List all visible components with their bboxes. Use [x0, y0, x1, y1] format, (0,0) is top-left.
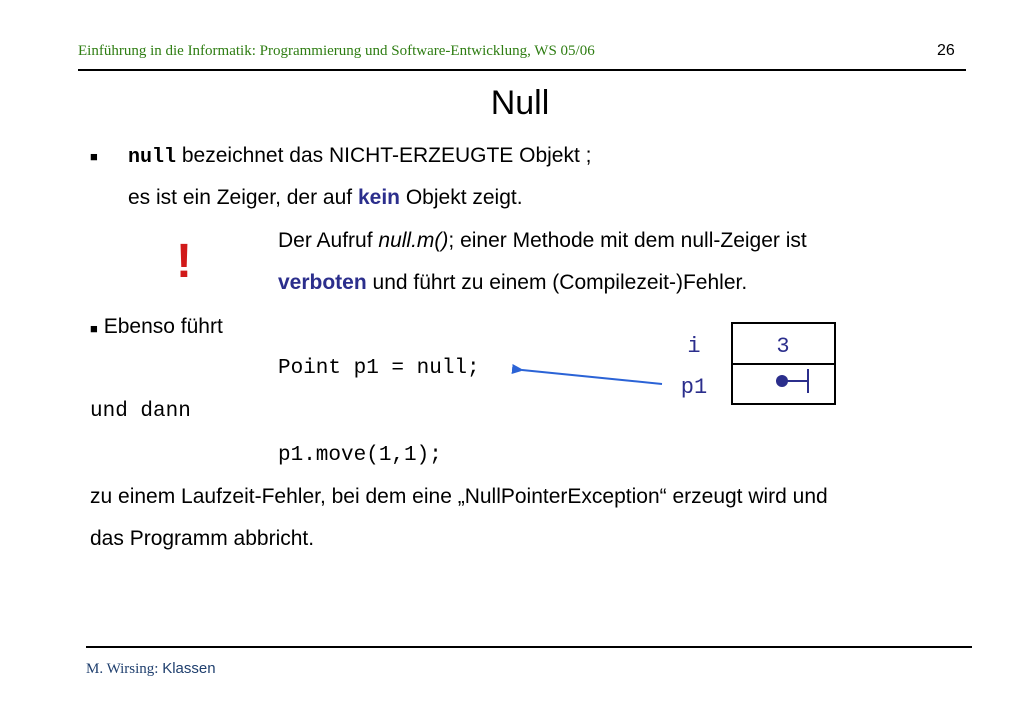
bullet-square-icon: ■ [90, 149, 98, 164]
footer-divider [86, 646, 972, 648]
code-point-declaration: Point p1 = null; [278, 357, 480, 380]
bullet2-text: Ebenso führt [103, 315, 223, 338]
emphasis-verboten: verboten [278, 271, 367, 294]
footer-author: M. Wirsing: [86, 661, 159, 677]
footer [86, 660, 216, 678]
bullet1-line2-post: Objekt zeigt. [400, 186, 523, 209]
diagram-label-i: i [687, 334, 701, 359]
pointer-arrow [522, 370, 662, 384]
bullet1-text: bezeichnet das NICHT-ERZEUGTE Objekt ; [181, 144, 592, 167]
und-dann-text: und dann [90, 400, 191, 423]
paragraph-line1: zu einem Laufzeit-Fehler, bei dem eine „NullPointerException“ erzeugt wird und [90, 485, 828, 508]
diagram-value-3: 3 [776, 334, 790, 359]
warning-call-italic: null.m() [378, 229, 449, 252]
code-move-call: p1.move(1,1); [278, 444, 442, 467]
warning-line1-post: ; einer Methode mit dem null-Zeiger ist [448, 229, 807, 252]
paragraph-line2: das Programm abbricht. [90, 527, 315, 550]
null-keyword: null [128, 146, 177, 169]
emphasis-kein: kein [357, 186, 400, 209]
header-title: Einführung in die Informatik: Programmierung und Software-Entwicklung, WS 05/06 [78, 43, 595, 59]
warning-line1-pre: Der Aufruf [278, 229, 379, 252]
slide-title: Null [490, 84, 550, 122]
bullet1-line2-pre: es ist ein Zeiger, der auf [128, 186, 358, 209]
footer-topic: Klassen [162, 660, 216, 677]
diagram-label-p1: p1 [680, 375, 708, 400]
page-number: 26 [937, 42, 955, 59]
bullet-square-icon: ■ [90, 321, 98, 336]
warning-line2-post: und führt zu einem (Compilezeit-)Fehler. [366, 271, 748, 294]
warning-exclamation-icon: ! [176, 235, 192, 288]
